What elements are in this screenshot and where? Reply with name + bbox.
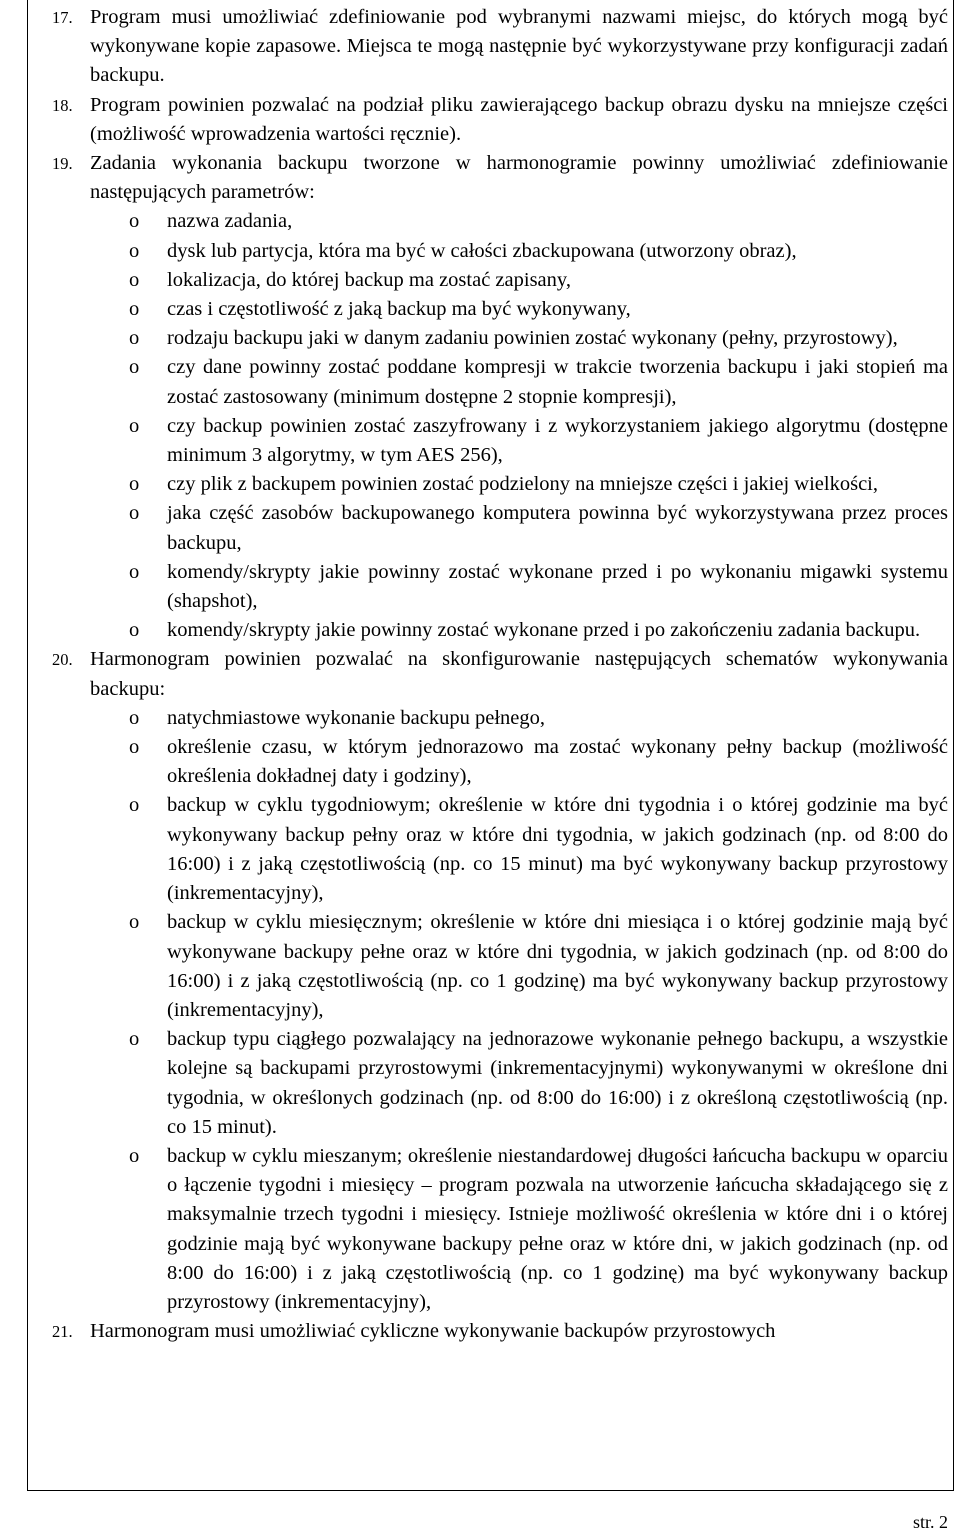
- requirements-list: [0, 3, 960, 1346]
- item-text: Harmonogram powinien pozwalać na skonfigurowanie następujących schematów wykonywania backupu:: [90, 648, 948, 700]
- item-number: 17.: [52, 8, 73, 27]
- sub-item-text: jaka część zasobów backupowanego komputera powinna być wykorzystywana przez proces backupu,: [167, 502, 948, 554]
- sub-item: [0, 908, 960, 1025]
- sub-item-text: komendy/skrypty jakie powinny zostać wykonane przed i po wykonaniu migawki systemu (shapshot),: [167, 560, 948, 613]
- sub-item: [0, 412, 960, 470]
- sub-item: [0, 237, 960, 266]
- list-item: [0, 3, 960, 91]
- sub-item-text: backup w cyklu tygodniowym; określenie w które dni tygodnia i o której godzinie ma być wykonywany backup pełny oraz w które dni tygodnia, w jakich godzinach (np. od 8:00 do 16:00) i z jaką częstotliwością (np. co 15 minut) ma być wykonywany backup przyrostowy (inkrementacyjny),: [167, 794, 948, 905]
- list-item: [0, 645, 960, 703]
- sub-item: [0, 470, 960, 499]
- list-item: [0, 149, 960, 207]
- sub-item: [0, 704, 960, 733]
- bullet-icon: o: [129, 1144, 140, 1167]
- bullet-icon: o: [129, 268, 140, 291]
- page-number: str. 2: [912, 1512, 948, 1532]
- bullet-icon: o: [129, 210, 140, 233]
- bullet-icon: o: [129, 414, 140, 437]
- sub-item: [0, 558, 960, 616]
- sub-item: [0, 353, 960, 411]
- sub-item: [0, 1142, 960, 1317]
- sub-item-text: rodzaju backupu jaki w danym zadaniu powinien zostać wykonany (pełny, przyrostowy),: [167, 327, 898, 350]
- bullet-icon: o: [129, 327, 140, 350]
- sub-item: [0, 616, 960, 645]
- sub-item: [0, 295, 960, 324]
- sub-item: [0, 1025, 960, 1142]
- sub-item: [0, 499, 960, 557]
- sub-item-text: natychmiastowe wykonanie backupu pełnego,: [167, 706, 545, 729]
- sub-item-text: czy dane powinny zostać poddane kompresji w trakcie tworzenia backupu i jaki stopień ma zostać zastosowany (minimum dostępne 2 stopnie kompresji),: [167, 356, 948, 408]
- sub-item-text: dysk lub partycja, która ma być w całości zbackupowana (utworzony obraz),: [167, 239, 797, 262]
- bullet-icon: o: [129, 794, 140, 817]
- sub-item-text: komendy/skrypty jakie powinny zostać wykonane przed i po zakończeniu zadania backupu.: [167, 619, 921, 642]
- sub-item: [0, 324, 960, 353]
- sub-item: [0, 266, 960, 295]
- bullet-icon: o: [129, 356, 140, 379]
- sub-item-text: lokalizacja, do której backup ma zostać zapisany,: [167, 268, 571, 291]
- sub-item-text: backup typu ciągłego pozwalający na jednorazowe wykonanie pełnego backupu, a wszystkie kolejne są backupami przyrostowymi (inkrementacyjnymi) wykonywanymi w określone dni tygodnia, w określonych godzinach (np. od 8:00 do 16:00) i z określoną częstotliwością (np. co 15 minut).: [167, 1028, 948, 1138]
- bullet-icon: o: [129, 298, 140, 321]
- bullet-icon: o: [129, 560, 140, 583]
- item-number: 19.: [52, 154, 73, 174]
- bullet-icon: o: [129, 911, 140, 934]
- item-text: Program powinien pozwalać na podział pliku zawierającego backup obrazu dysku na mniejsze części (możliwość wprowadzenia wartości ręcznie).: [90, 93, 948, 145]
- list-item: [0, 1317, 960, 1346]
- sub-item-text: czy backup powinien zostać zaszyfrowany i z wykorzystaniem jakiego algorytmu (dostępne minimum 3 algorytmy, w tym AES 256),: [167, 414, 948, 467]
- item-text: Zadania wykonania backupu tworzone w harmonogramie powinny umożliwiać zdefiniowanie następujących parametrów:: [90, 152, 948, 204]
- item-number: 20.: [52, 650, 73, 670]
- sub-item-text: backup w cyklu mieszanym; określenie niestandardowej długości łańcucha backupu w oparciu o łączenie tygodni i miesięcy – program pozwala na utworzenie łańcucha składającego się z maksymalnie trzech tygodni i miesięcy. Istnieje możliwość określenia w które dni i o której godzinie mają być wykonywane backupy pełne oraz w które dni, w jakich godzinach (np. od 8:00 do 16:00) i z jaką częstotliwością (np. co 1 godzinę) ma być wykonywany backup przyrostowy (inkrementacyjny),: [167, 1144, 948, 1313]
- bullet-icon: o: [129, 736, 140, 759]
- sub-item-text: czas i częstotliwość z jaką backup ma być wykonywany,: [167, 298, 631, 321]
- list-item: [0, 91, 960, 149]
- bullet-icon: o: [129, 473, 140, 496]
- item-text: Program musi umożliwiać zdefiniowanie pod wybranymi nazwami miejsc, do których mogą być wykonywane kopie zapasowe. Miejsca te mogą następnie być wykorzystywane przy konfiguracji zadań backupu.: [90, 6, 948, 87]
- item-number: 21.: [52, 1322, 73, 1342]
- sub-item-text: nazwa zadania,: [167, 210, 293, 233]
- item-number: 18.: [52, 95, 73, 115]
- bullet-icon: o: [129, 239, 140, 262]
- bullet-icon: o: [129, 1028, 140, 1051]
- sub-item-text: backup w cyklu miesięcznym; określenie w które dni miesiąca i o której godzinie mają być wykonywane backupy pełne oraz w które dni tygodnia, w jakich godzinach (np. od 8:00 do 16:00) i z jaką częstotliwością (np. co 1 godzinę) ma być wykonywany backup przyrostowy (inkrementacyjny),: [167, 911, 948, 1021]
- item-text: Harmonogram musi umożliwiać cykliczne wykonywanie backupów przyrostowych: [90, 1320, 776, 1343]
- sub-item-text: określenie czasu, w którym jednorazowo ma zostać wykonany pełny backup (możliwość określenia dokładnej daty i godziny),: [167, 736, 948, 788]
- sub-item: [0, 207, 960, 236]
- bullet-icon: o: [129, 706, 140, 729]
- bullet-icon: o: [129, 619, 140, 642]
- sub-item: [0, 791, 960, 908]
- sub-item: [0, 733, 960, 791]
- bullet-icon: o: [129, 502, 140, 525]
- sub-item-text: czy plik z backupem powinien zostać podzielony na mniejsze części i jakiej wielkości,: [167, 473, 878, 496]
